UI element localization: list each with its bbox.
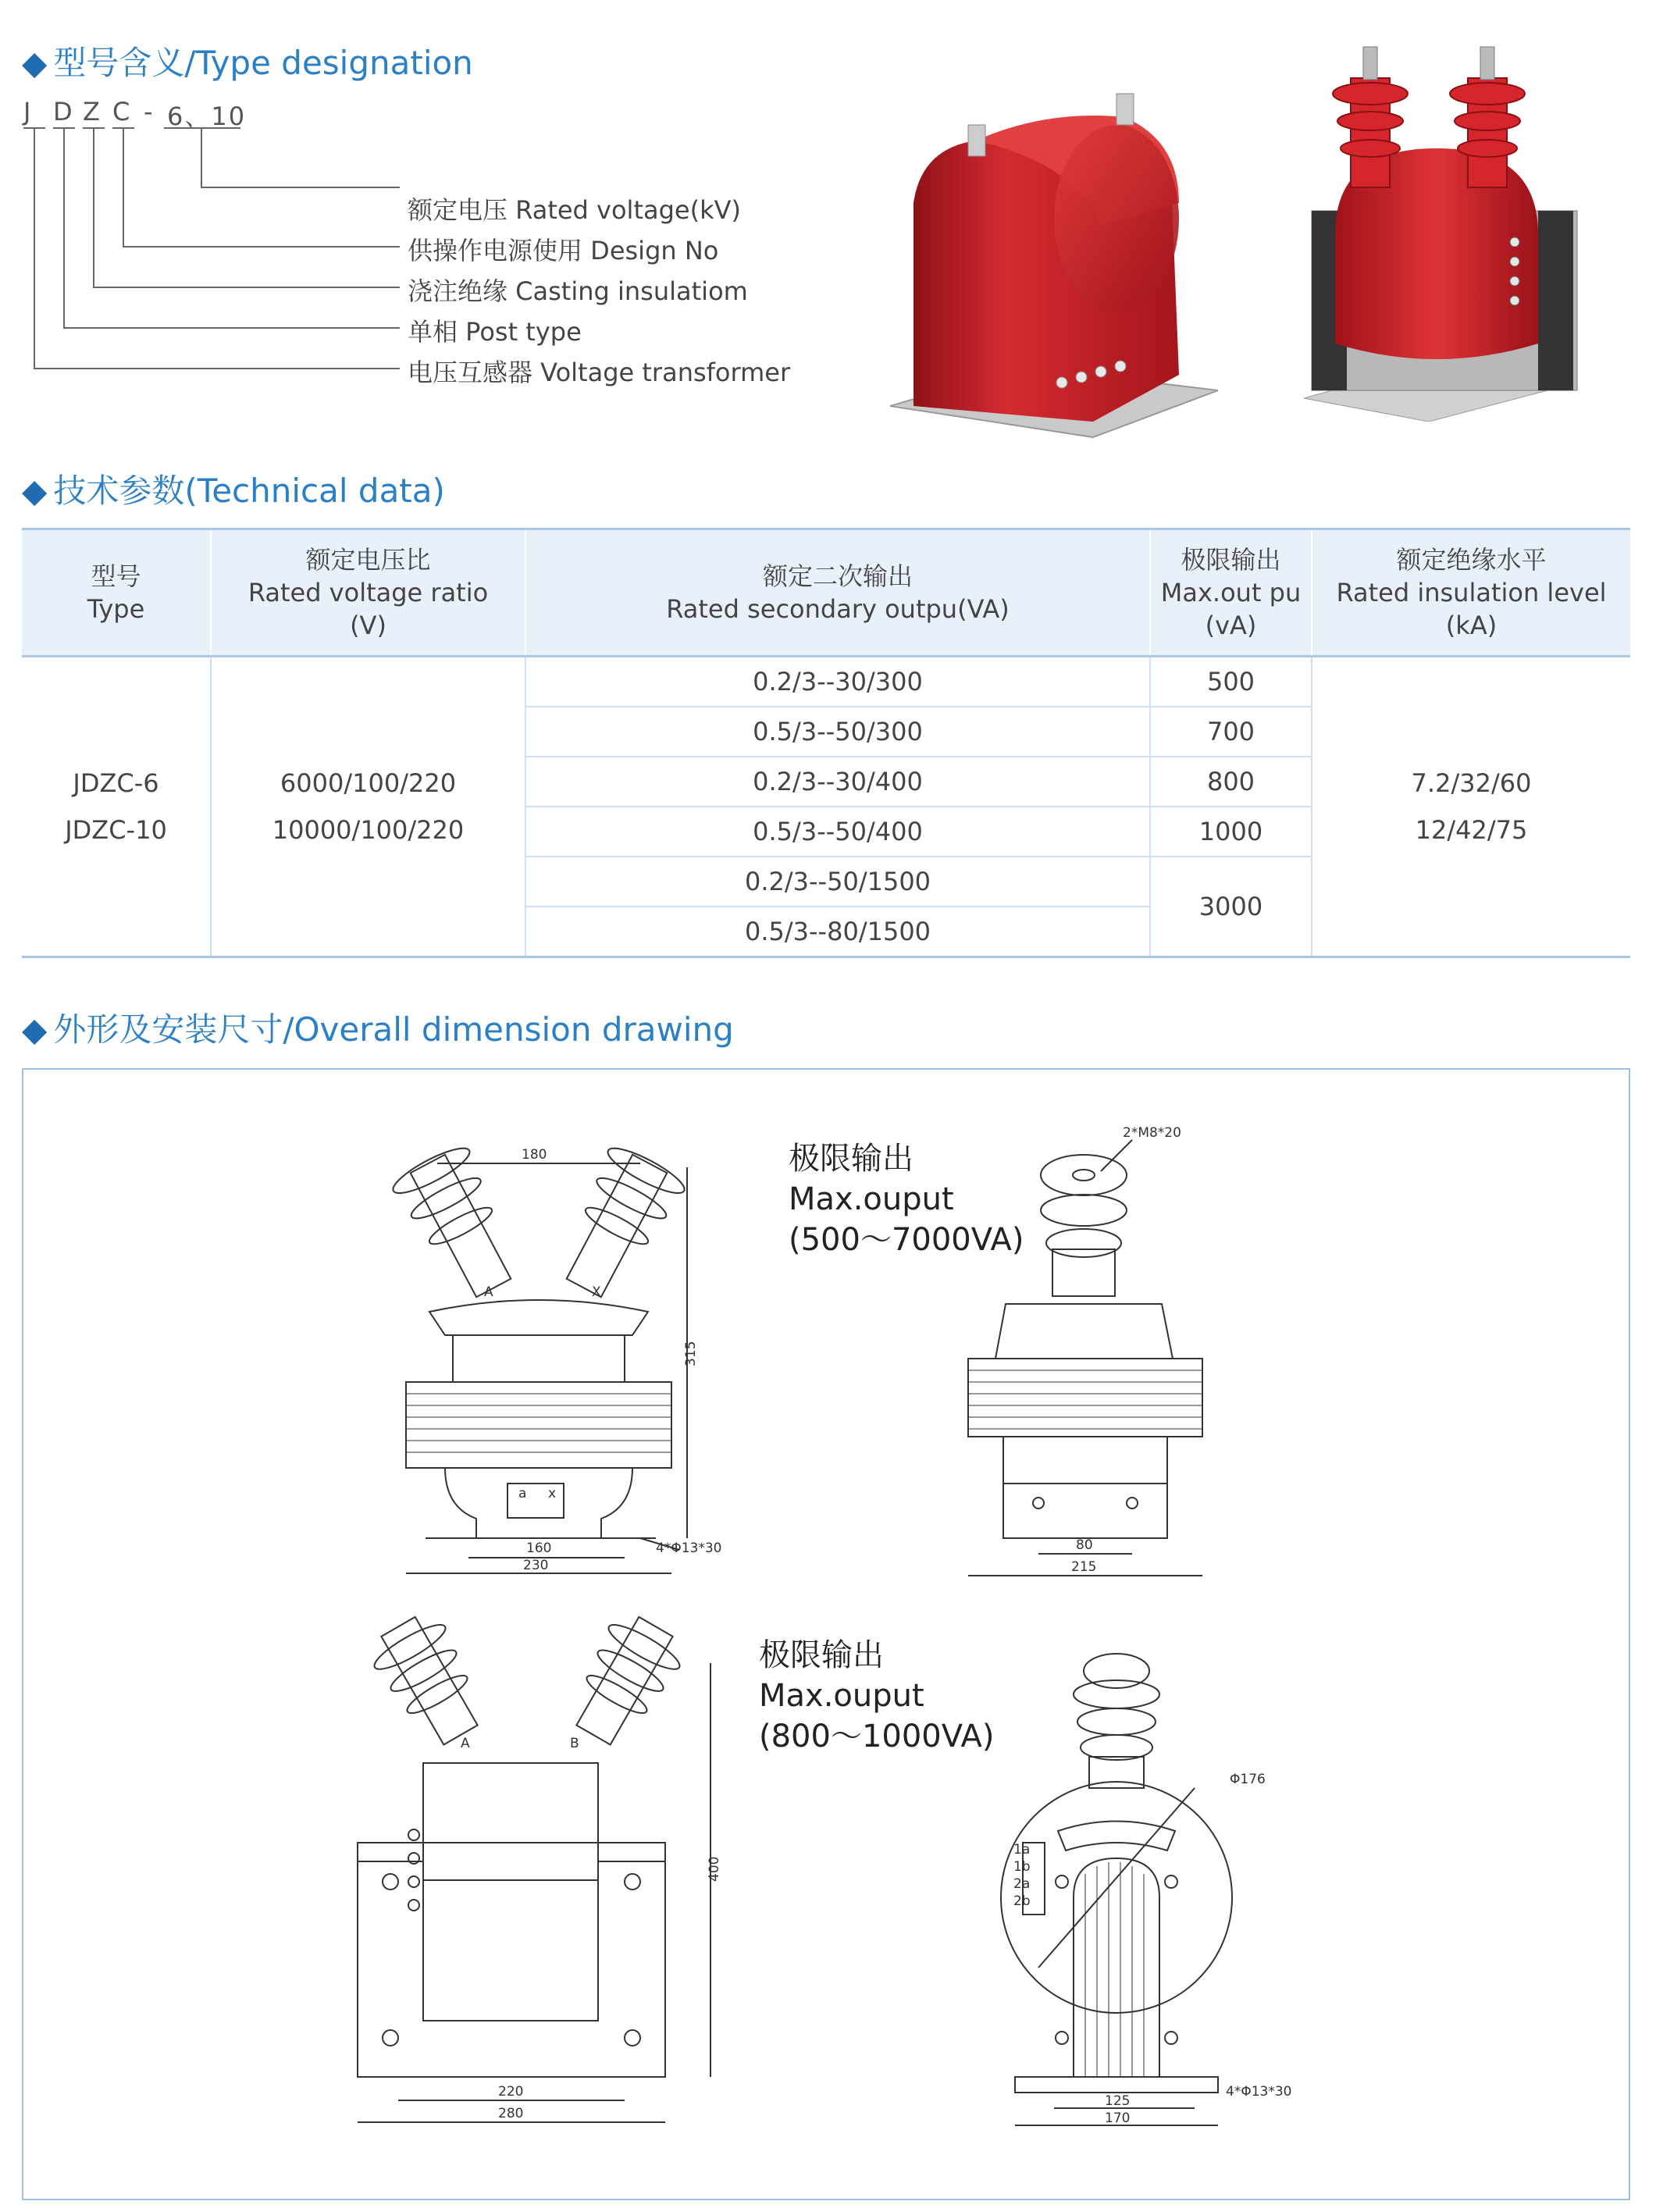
dim-80: 80 xyxy=(1076,1537,1093,1553)
terminal-label-B-bottom: B xyxy=(570,1736,579,1751)
header-insulation-level: 额定绝缘水平 Rated insulation level (kA) xyxy=(1312,529,1630,657)
technical-data-table xyxy=(22,528,1630,958)
diamond-icon: ◆ xyxy=(22,472,48,510)
max-output-cell: 700 xyxy=(1150,707,1312,757)
code-letter-dash: - xyxy=(144,97,155,126)
dim-hole-b: 4*Φ13*30 xyxy=(1226,2084,1292,2100)
dim-160: 160 xyxy=(526,1541,552,1556)
dim-280: 280 xyxy=(498,2106,524,2121)
technical-data-title: ◆ 技术参数(Technical data) xyxy=(22,472,445,510)
max-output-cell: 3000 xyxy=(1150,857,1312,957)
secondary-output-cell: 0.2/3--50/1500 xyxy=(525,857,1150,907)
dim-180: 180 xyxy=(522,1147,547,1163)
max-output-label-bottom: 极限输出 Max.ouput (800～1000VA) xyxy=(759,1637,995,1754)
drawing-side-view-a xyxy=(968,1140,1202,1576)
dimension-labels xyxy=(461,1125,1291,2126)
dim-315: 315 xyxy=(683,1341,699,1366)
secondary-output-cell: 0.5/3--50/300 xyxy=(525,707,1150,757)
dim-170: 170 xyxy=(1105,2110,1131,2126)
dimension-drawing-box xyxy=(22,1068,1630,2200)
terminal-label-2b: 2b xyxy=(1013,1893,1031,1909)
code-letter-j: J xyxy=(23,97,33,126)
dim-230: 230 xyxy=(523,1558,549,1573)
secondary-output-cell: 0.2/3--30/400 xyxy=(525,757,1150,807)
drawing-side-view-b xyxy=(1001,1654,1232,2125)
type-designation-title: ◆ 型号含义/Type designation xyxy=(22,44,473,82)
label-casting-insulation: 浇注绝缘 Casting insulatiom xyxy=(408,276,748,306)
label-rated-voltage: 额定电压 Rated voltage(kV) xyxy=(408,195,741,225)
product-photo-jdzc-box xyxy=(890,78,1218,445)
terminal-label-A-top: A xyxy=(484,1284,493,1300)
header-voltage-ratio: 额定电压比 Rated voltage ratio (V) xyxy=(211,529,525,657)
max-output-cell: 800 xyxy=(1150,757,1312,807)
type-cell: JDZC-6 JDZC-10 xyxy=(22,657,211,957)
max-output-cell: 500 xyxy=(1150,657,1312,707)
secondary-output-cell: 0.2/3--30/300 xyxy=(525,657,1150,707)
drawing-front-view-a xyxy=(388,1141,689,1573)
max-output-cell: 1000 xyxy=(1150,807,1312,857)
terminal-label-1b: 1b xyxy=(1013,1859,1031,1875)
dim-215: 215 xyxy=(1071,1559,1097,1575)
max-output-label-top: 极限输出 Max.ouput (500～7000VA) xyxy=(789,1141,1024,1258)
dim-125: 125 xyxy=(1105,2093,1131,2109)
dim-176: Φ176 xyxy=(1230,1772,1266,1787)
dimension-drawing-title: ◆ 外形及安装尺寸/Overall dimension drawing xyxy=(22,1010,734,1049)
dim-400: 400 xyxy=(707,1856,722,1882)
code-letter-z: Z xyxy=(83,97,101,126)
header-secondary-output: 额定二次输出 Rated secondary outpu(VA) xyxy=(525,529,1150,657)
table-row xyxy=(22,657,1630,707)
insulation-level-cell: 7.2/32/60 12/42/75 xyxy=(1312,657,1630,957)
terminal-label-a: a xyxy=(518,1486,527,1501)
label-voltage-transformer: 电压互感器 Voltage transformer xyxy=(408,358,791,387)
header-max-output: 极限输出 Max.out pu (vA) xyxy=(1150,529,1312,657)
secondary-output-cell: 0.5/3--50/400 xyxy=(525,807,1150,857)
terminal-label-X-top: X xyxy=(592,1284,601,1300)
label-design-no: 供操作电源使用 Design No xyxy=(408,236,719,265)
header-type: 型号 Type xyxy=(22,529,211,657)
dim-220: 220 xyxy=(498,2084,524,2100)
label-post-type: 单相 Post type xyxy=(408,317,582,347)
diamond-icon: ◆ xyxy=(22,44,48,82)
code-letter-c: C xyxy=(112,97,132,126)
voltage-ratio-cell: 6000/100/220 10000/100/220 xyxy=(211,657,525,957)
technical-drawings xyxy=(23,1070,1629,2199)
drawing-front-view-b xyxy=(358,1606,710,2122)
designation-diagram xyxy=(0,0,859,437)
diamond-icon: ◆ xyxy=(22,1010,48,1049)
dim-hole-a: 4*Φ13*30 xyxy=(656,1541,722,1556)
secondary-output-cell: 0.5/3--80/1500 xyxy=(525,907,1150,957)
code-letter-voltage: 6、10 xyxy=(167,102,247,131)
dim-m8: 2*M8*20 xyxy=(1123,1125,1181,1141)
code-letter-d: D xyxy=(53,97,74,126)
product-photo-jdzc-insulators xyxy=(1280,31,1593,422)
terminal-label-2a: 2a xyxy=(1013,1876,1031,1892)
terminal-label-x: x xyxy=(548,1486,557,1501)
table-header-row xyxy=(22,529,1630,657)
terminal-label-1a: 1a xyxy=(1013,1842,1031,1858)
terminal-label-A-bottom: A xyxy=(461,1736,470,1751)
